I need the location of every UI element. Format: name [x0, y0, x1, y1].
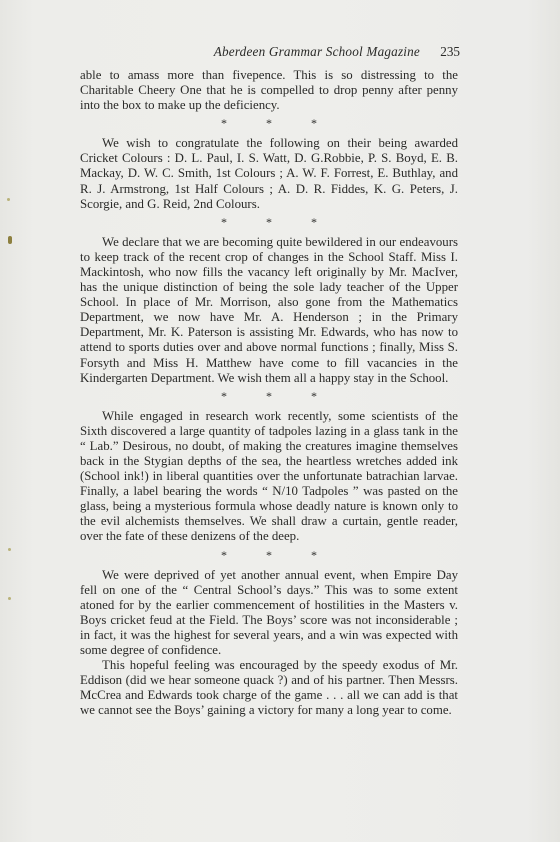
paragraph-cricket-colours: We wish to congratulate the following on their being awarded Cricket Colours : D. L. Paul, I. S. Watt, D. G.Robbie, P. S. Boyd, E. B. Mackay, D. W. C. Smith, 1st Colours ; A. W. F. Forrest, E. Buthlay, and R. J. Armstrong, 1st Half Colours ; A. D. R. Fiddes, K. G. Peters, J. Scorgie, and G. Reid, 2nd Colours. [80, 136, 458, 211]
paragraph-staff-changes: We declare that we are becoming quite bewildered in our endeavours to keep track of the recent crop of changes in the School Staff. Miss I. Mackintosh, who now fills the vacancy left originally by Mr. MacIver, has the unique distinction of being the sole lady teacher of the Upper School. In place of Mr. Morrison, also gone from the Mathematics Department, we now have Mr. A. Henderson ; in the Primary Department, Mr. K. Paterson is assisting Mr. Edwards, who has now to attend to sports duties over and above normal functions ; finally, Miss S. Forsyth and Miss H. Matthew have come to fill vacancies in the Kindergarten Department. We wish them all a happy stay in the School. [80, 234, 458, 385]
paper-speck [8, 236, 12, 244]
paragraph-empire-day: We were deprived of yet another annual event, when Empire Day fell on one of the “ Central School’s days.” This was to some extent atoned for by the earlier commencement of hostilities in the Masters v. Boys cricket feud at the Field. The Boys’ score was not inconsiderable ; in fact, it was the highest for several years, and a win was expected with some degree of confidence. [80, 567, 458, 657]
section-separator: * * * [221, 116, 335, 131]
section-separator: * * * [221, 214, 335, 229]
magazine-title: Aberdeen Grammar School Magazine [213, 44, 420, 59]
section-separator: * * * [221, 547, 335, 562]
paragraph-tadpoles: While engaged in research work recently, some scientists of the Sixth discovered a large quantity of tadpoles lazing in a glass tank in the “ Lab.” Desirous, no doubt, of making the creatures imagine themselves back in the Stygian depths of the sea, the heartless wretches added ink (School ink!) in liberal quantities over the unfortunate batrachian larvae. Finally, a label bearing the words “ N/10 Tadpoles ” was pasted on the glass, being a mysterious formula whose deadly nature is known only to the evil alchemists themselves. We shall draw a curtain, gentle reader, over the fate of these denizens of the deep. [80, 408, 458, 544]
paper-speck [8, 597, 11, 600]
paragraph-fivepence: able to amass more than fivepence. This is so distressing to the Charitable Cheery One that he is compelled to drop penny after penny into the box to make up the deficiency. [80, 68, 458, 113]
section-separator: * * * [221, 388, 335, 403]
page-number: 235 [440, 44, 460, 59]
running-header [80, 44, 460, 62]
paper-speck [7, 198, 10, 201]
paper-speck [8, 548, 11, 551]
article-body [80, 68, 458, 718]
paragraph-hopeful-feeling: This hopeful feeling was encouraged by the speedy exodus of Mr. Eddison (did we hear someone quack ?) and of his partner. Then Messrs. McCrea and Edwards took charge of the game . . . all we can add is that we cannot see the Boys’ gaining a victory for many a long year to come. [80, 658, 458, 718]
